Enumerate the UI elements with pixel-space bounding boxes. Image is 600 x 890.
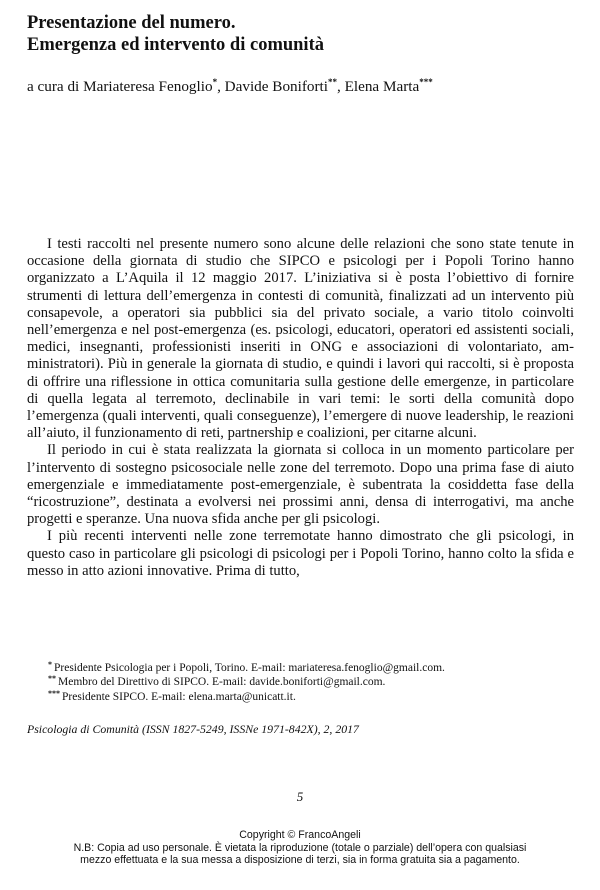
footnote-mark: * [48,660,52,669]
journal-citation: Psicologia di Comunità (ISSN 1827-5249, ISSNe 1971-842X), 2, 2017 [27,722,359,736]
copyright-line-3: mezzo effettuata e la sua messa a disposizione di terzi, sia in forma gratuita sia a pagamento. [80,854,520,867]
footnotes [48,661,588,704]
copyright-line-1: Copyright © FrancoAngeli [239,829,361,841]
author-separator: , [217,78,225,95]
footnote-text: Presidente SIPCO. E-mail: elena.marta@unicatt.it. [62,690,296,703]
copyright-line-2: N.B: Copia ad uso personale. È vietata la riproduzione (totale o parziale) dell’opera con qualsiasi [73,841,527,854]
article-body [27,236,574,580]
author-name: Davide Boniforti [224,78,328,95]
copyright-notice [0,829,600,867]
footnote-mark: ** [48,674,56,684]
author-footnote-mark: *** [419,77,433,87]
author-line [27,78,577,96]
body-paragraph: I testi raccolti nel presente numero sono alcune delle relazioni che sono state tenute in occasione della giornata di studio che SIPCO e psicologi per i Popoli Torino hanno organizzato a L’Aquila il 12 maggio 2017. L’iniziativa si è posta l’obiettivo di fornire strumenti di lettura dell’emergenza in contesti di comunità, finalizzati ad un intervento più consapevole, a operatori sia pubblici sia del privato sociale, a vario titolo coinvolti nell’emergenza e nel post-emergenza (es. psicologi, educatori, operatori ed assistenti sociali, medici, insegnanti, professionisti inseriti in ONG e associazioni di volontariato, amministratori). Più in generale la giornata di studio, e quindi i lavori qui raccolti, si è proposta di offrire una riflessione in ottica comunitaria sulla gestione delle emergenze, in particolare di quella legata al terremoto, declinabile in vari temi: le sorti della comunità dopo l’emergenza (quali interventi, quali conseguenze), l’emergere di nuove leadership, le reazioni all’aiuto, il funzionamento di reti, partnership e coalizioni, per citarne alcuni. [27,236,574,442]
body-paragraph: Il periodo in cui è stata realizzata la giornata si colloca in un momento particolare per l’intervento di sostegno psicosociale nelle zone del terremoto. Dopo una prima fase di aiuto emergenziale e immediatamente post-emergenziale, è subentrata la cosiddetta fase della “ricostruzione”, destinata a evolversi nei prossimi anni, densa di interrogativi, ma anche progetti e speranze. Una nuova sfida anche per gli psicologi. [27,442,574,528]
body-paragraph: I più recenti interventi nelle zone terremotate hanno dimostrato che gli psicologi, in questo caso in particolare gli psicologi di psicologi per i Popoli Torino, hanno colto la sfida e messo in atto azioni innovative. Prima di tutto, [27,528,574,579]
author-separator: , [337,78,345,95]
author-footnote-mark: * [212,77,218,87]
footnote [48,690,588,704]
author-name: Mariateresa Fenoglio [83,78,213,95]
title-line-1: Presentazione del numero. [27,13,236,33]
footnote [48,661,588,675]
footnote-text: Presidente Psicologia per i Popoli, Torino. E-mail: mariateresa.fenoglio@gmail.com. [54,662,445,674]
footnote [48,675,588,689]
footnote-mark: *** [48,688,60,698]
title-line-2: Emergenza ed intervento di comunità [27,35,324,55]
author-footnote-mark: ** [328,77,337,87]
page-number: 5 [296,789,304,804]
author-name: Elena Marta [344,78,420,95]
footnote-text: Membro del Direttivo di SIPCO. E-mail: davide.boniforti@gmail.com. [58,676,386,689]
article-title [27,12,577,56]
authors-prefix: a cura di [27,78,80,95]
